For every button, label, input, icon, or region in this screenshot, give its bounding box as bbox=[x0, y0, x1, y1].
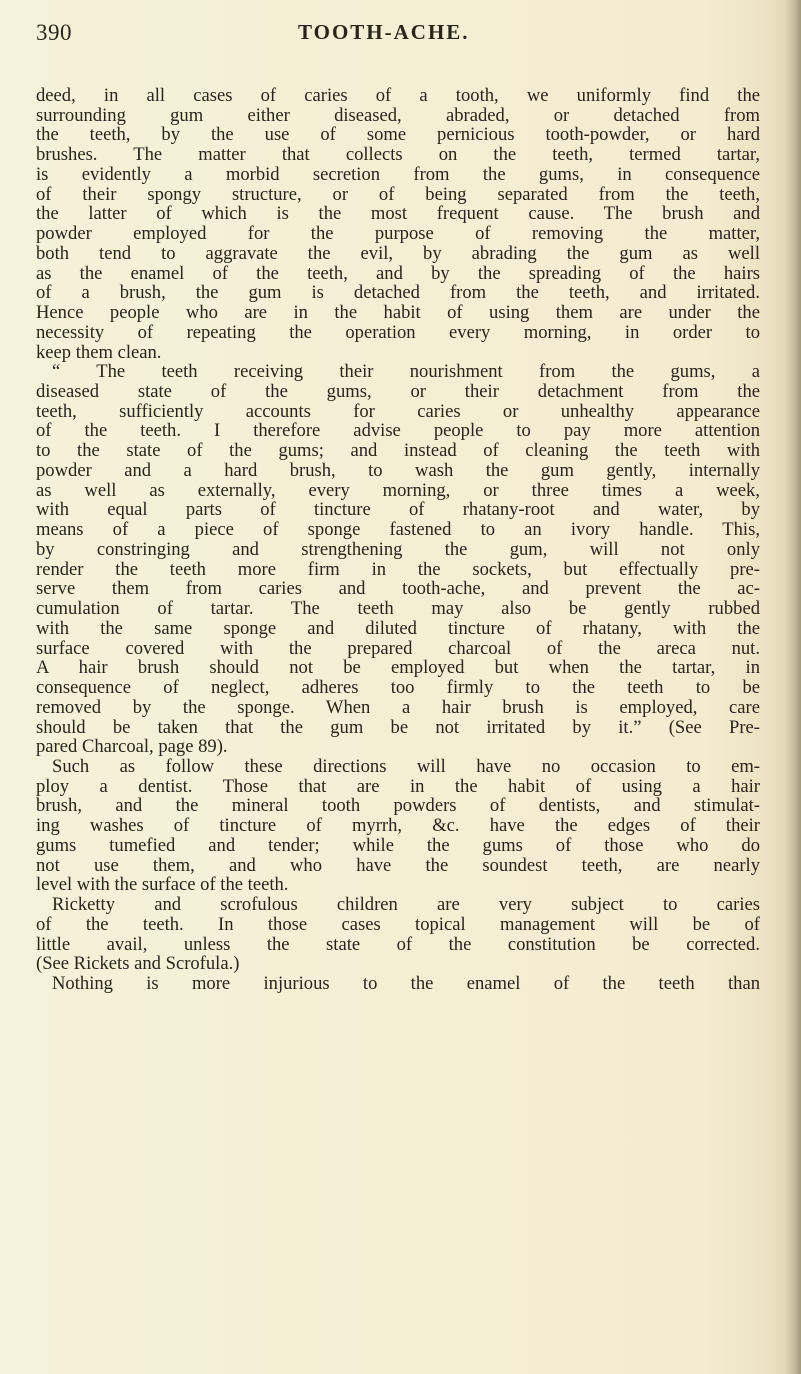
text-line: Hence people who are in the habit of using them are under the bbox=[36, 302, 760, 324]
page-header bbox=[36, 20, 776, 60]
text-line: the latter of which is the most frequent cause. The brush and bbox=[36, 203, 760, 225]
text-line: “ The teeth receiving their nourishment from the gums, a bbox=[52, 361, 760, 383]
text-line: not use them, and who have the soundest teeth, are nearly bbox=[36, 854, 760, 876]
text-line: by constringing and strengthening the gum, will not only bbox=[36, 538, 760, 560]
page-edge-shadow bbox=[785, 0, 801, 1374]
text-line: Such as follow these directions will have no occasion to em- bbox=[52, 755, 760, 777]
text-line: the teeth, by the use of some pernicious tooth-powder, or hard bbox=[36, 124, 760, 146]
text-line: deed, in all cases of caries of a tooth, we uniformly find the bbox=[36, 85, 760, 106]
text-line: removed by the sponge. When a hair brush is employed, care bbox=[36, 696, 760, 718]
text-line: gums tumefied and tender; while the gums of those who do bbox=[36, 834, 760, 856]
body-text bbox=[36, 86, 760, 994]
text-line: little avail, unless the state of the constitution be corrected. bbox=[36, 933, 760, 955]
text-line: should be taken that the gum be not irritated by it.” (See Pre- bbox=[36, 716, 760, 738]
text-line: of the teeth. I therefore advise people to pay more attention bbox=[36, 420, 760, 442]
text-line: teeth, sufficiently accounts for caries or unhealthy appearance bbox=[36, 400, 760, 422]
text-line: with the same sponge and diluted tincture of rhatany, with the bbox=[36, 617, 760, 639]
text-line: brushes. The matter that collects on the teeth, termed tartar, bbox=[36, 144, 760, 166]
text-line: brush, and the mineral tooth powders of dentists, and stimulat- bbox=[36, 795, 760, 817]
page-number: 390 bbox=[36, 20, 72, 45]
text-line: necessity of repeating the operation every morning, in order to bbox=[36, 321, 760, 343]
text-line: as the enamel of the teeth, and by the spreading of the hairs bbox=[36, 262, 760, 284]
text-line: is evidently a morbid secretion from the gums, in consequence bbox=[36, 163, 760, 185]
text-line: of their spongy structure, or of being separated from the teeth, bbox=[36, 183, 760, 205]
text-line: render the teeth more firm in the sockets, but effectually pre- bbox=[36, 558, 760, 580]
text-line: level with the surface of the teeth. bbox=[36, 874, 289, 896]
text-line: consequence of neglect, adheres too firmly to the teeth to be bbox=[36, 677, 760, 699]
text-line: as well as externally, every morning, or three times a week, bbox=[36, 479, 760, 501]
text-line: surrounding gum either diseased, abraded, or detached from bbox=[36, 104, 760, 126]
text-line: ploy a dentist. Those that are in the habit of using a hair bbox=[36, 775, 760, 797]
text-line: Ricketty and scrofulous children are very subject to caries bbox=[52, 894, 760, 916]
text-line: cumulation of tartar. The teeth may also be gently rubbed bbox=[36, 598, 760, 620]
text-line: powder employed for the purpose of removing the matter, bbox=[36, 223, 760, 245]
text-line: A hair brush should not be employed but when the tartar, in bbox=[36, 657, 760, 679]
text-line: ing washes of tincture of myrrh, &c. have the edges of their bbox=[36, 815, 760, 837]
text-line: keep them clean. bbox=[36, 341, 162, 363]
text-line: surface covered with the prepared charcoal of the areca nut. bbox=[36, 637, 760, 659]
text-line: of the teeth. In those cases topical management will be of bbox=[36, 913, 760, 935]
text-line: pared Charcoal, page 89). bbox=[36, 736, 228, 758]
running-head: TOOTH-ACHE. bbox=[298, 20, 470, 44]
text-line: of a brush, the gum is detached from the teeth, and irritated. bbox=[36, 282, 760, 304]
text-line: powder and a hard brush, to wash the gum gently, internally bbox=[36, 459, 760, 481]
text-line: (See Rickets and Scrofula.) bbox=[36, 953, 240, 975]
text-line: to the state of the gums; and instead of cleaning the teeth with bbox=[36, 440, 760, 462]
text-line: both tend to aggravate the evil, by abrading the gum as well bbox=[36, 242, 760, 264]
text-line: Nothing is more injurious to the enamel of the teeth than bbox=[52, 973, 760, 995]
text-line: means of a piece of sponge fastened to an ivory handle. This, bbox=[36, 519, 760, 541]
text-line: serve them from caries and tooth-ache, and prevent the ac- bbox=[36, 578, 760, 600]
text-line: with equal parts of tincture of rhatany-root and water, by bbox=[36, 499, 760, 521]
text-line: diseased state of the gums, or their detachment from the bbox=[36, 381, 760, 403]
